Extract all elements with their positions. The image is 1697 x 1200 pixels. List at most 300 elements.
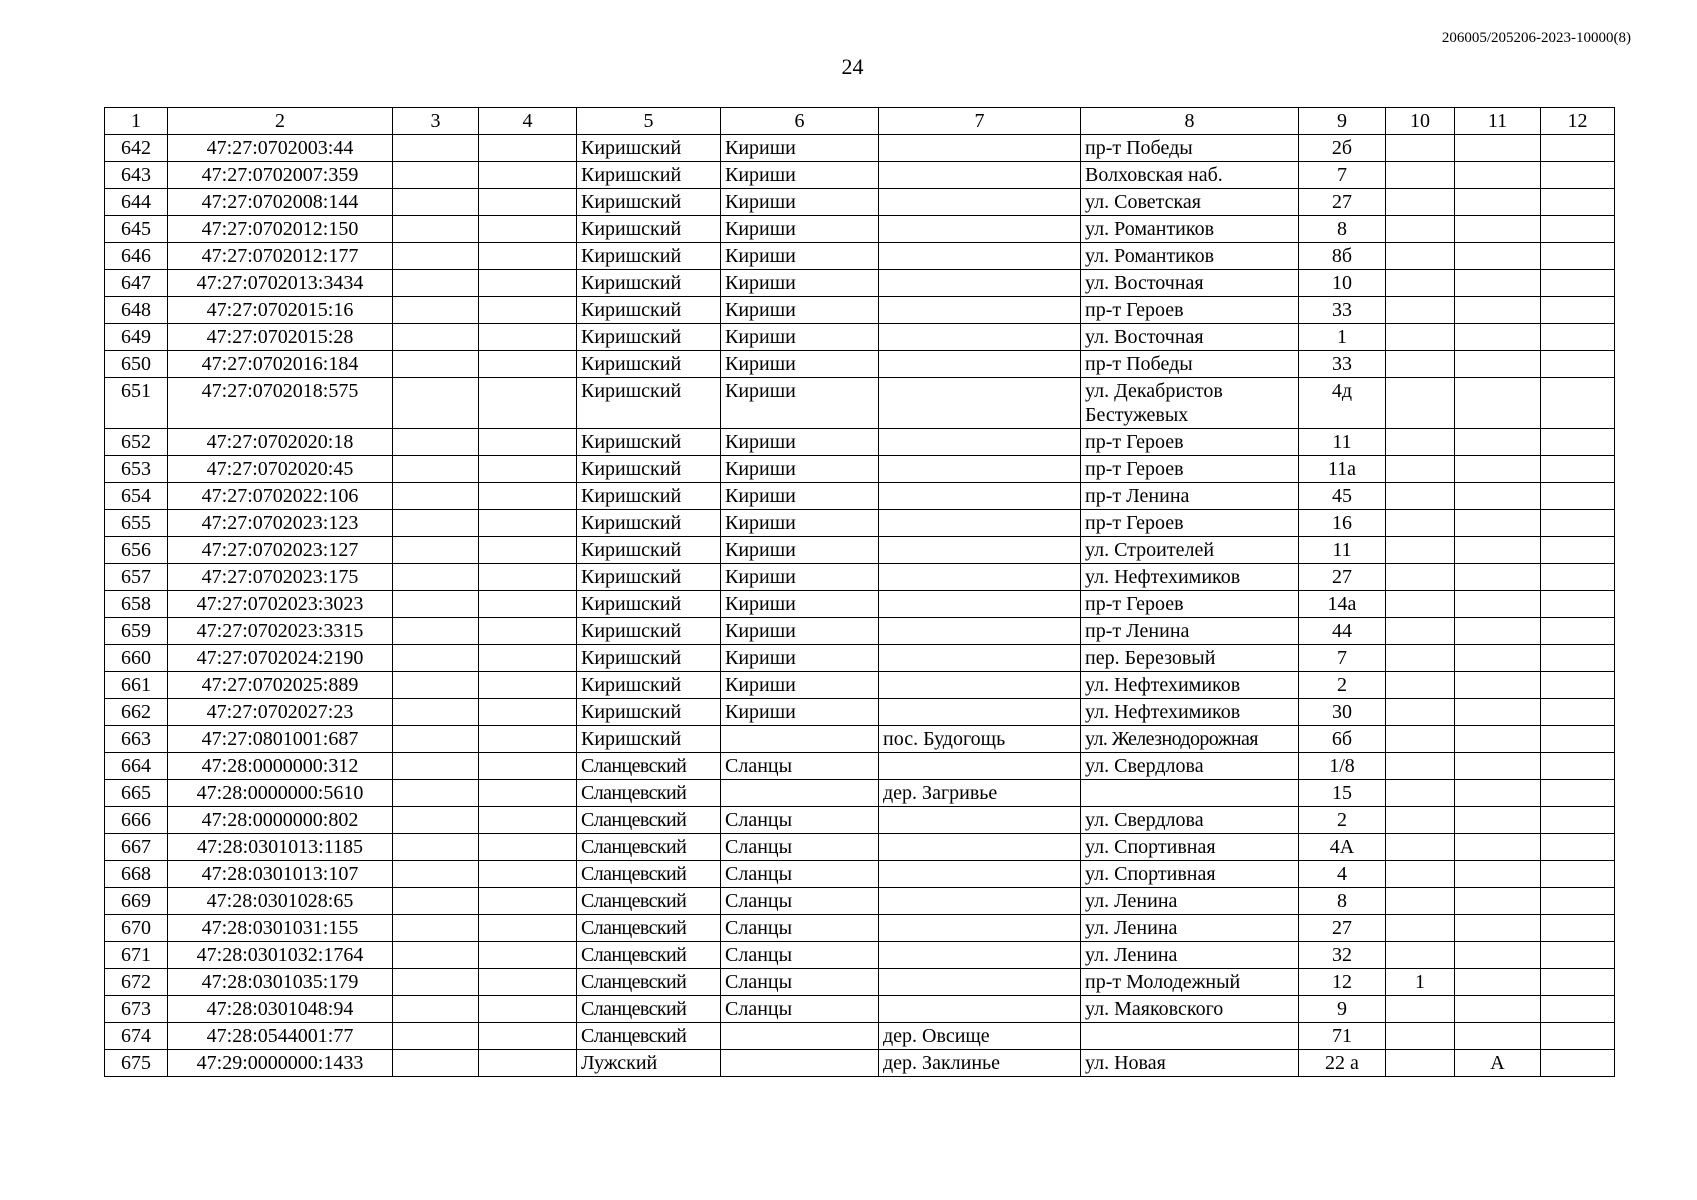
city-cell: Кириши [721,618,879,645]
city-cell: Кириши [721,537,879,564]
col-4-cell [479,672,577,699]
district-cell: Киришский [577,429,721,456]
table-row [105,591,1615,618]
col-11-cell [1455,162,1541,189]
col-11-cell [1455,780,1541,807]
table-row [105,780,1615,807]
house-number-cell: 2 [1299,807,1386,834]
settlement-cell [879,942,1081,969]
col-11-cell [1455,1023,1541,1050]
district-cell: Сланцевский [577,942,721,969]
col-11-cell [1455,378,1541,429]
street-cell: пр-т Молодежный [1081,969,1299,996]
col-11-cell [1455,429,1541,456]
row-number-cell: 662 [105,699,168,726]
row-number-cell: 654 [105,483,168,510]
column-header-3: 3 [393,108,479,135]
cadastral-number-cell: 47:27:0702013:3434 [168,270,393,297]
cadastral-number-cell: 47:27:0702012:177 [168,243,393,270]
cadastral-number-cell: 47:28:0000000:5610 [168,780,393,807]
col-10-cell [1386,672,1455,699]
col-3-cell [393,456,479,483]
column-header-9: 9 [1299,108,1386,135]
cadastral-number-cell: 47:27:0702023:3315 [168,618,393,645]
city-cell: Сланцы [721,996,879,1023]
street-cell: ул. Советская [1081,189,1299,216]
table-row [105,1050,1615,1077]
col-10-cell [1386,1023,1455,1050]
settlement-cell [879,270,1081,297]
col-3-cell [393,1050,479,1077]
col-12-cell [1541,672,1615,699]
col-4-cell [479,726,577,753]
street-cell: ул. Свердлова [1081,807,1299,834]
table-row [105,915,1615,942]
cadastral-number-cell: 47:27:0702023:127 [168,537,393,564]
city-cell: Сланцы [721,807,879,834]
col-4-cell [479,753,577,780]
district-cell: Сланцевский [577,834,721,861]
street-cell: пр-т Победы [1081,135,1299,162]
settlement-cell [879,591,1081,618]
cadastral-number-cell: 47:28:0544001:77 [168,1023,393,1050]
table-row [105,510,1615,537]
table-row [105,888,1615,915]
cadastral-number-cell: 47:27:0702018:575 [168,378,393,429]
settlement-cell [879,915,1081,942]
cadastral-number-cell: 47:27:0702003:44 [168,135,393,162]
col-4-cell [479,378,577,429]
col-11-cell [1455,942,1541,969]
col-3-cell [393,537,479,564]
street-cell [1081,1023,1299,1050]
col-4-cell [479,969,577,996]
cadastral-number-cell: 47:27:0702015:28 [168,324,393,351]
col-10-cell [1386,915,1455,942]
settlement-cell [879,996,1081,1023]
city-cell: Кириши [721,429,879,456]
street-cell: пр-т Героев [1081,456,1299,483]
col-12-cell [1541,834,1615,861]
row-number-cell: 650 [105,351,168,378]
district-cell: Киришский [577,618,721,645]
city-cell: Кириши [721,162,879,189]
col-12-cell [1541,189,1615,216]
table-body [105,135,1615,1077]
col-3-cell [393,378,479,429]
col-3-cell [393,753,479,780]
house-number-cell: 4А [1299,834,1386,861]
house-number-cell: 32 [1299,942,1386,969]
col-11-cell [1455,915,1541,942]
table-row [105,324,1615,351]
col-4-cell [479,564,577,591]
house-number-cell: 11а [1299,456,1386,483]
col-4-cell [479,510,577,537]
col-11-cell [1455,861,1541,888]
street-cell: пр-т Ленина [1081,483,1299,510]
table-row [105,189,1615,216]
table-row [105,297,1615,324]
col-12-cell [1541,324,1615,351]
col-10-cell [1386,297,1455,324]
cadastral-number-cell: 47:27:0702022:106 [168,483,393,510]
settlement-cell: дер. Овсище [879,1023,1081,1050]
district-cell: Сланцевский [577,753,721,780]
col-12-cell [1541,1023,1615,1050]
street-cell: пр-т Героев [1081,510,1299,537]
col-4-cell [479,429,577,456]
cadastral-number-cell: 47:27:0702016:184 [168,351,393,378]
table-row [105,834,1615,861]
district-cell: Киришский [577,135,721,162]
street-cell: ул. Нефтехимиков [1081,564,1299,591]
col-10-cell [1386,456,1455,483]
col-11-cell [1455,618,1541,645]
col-3-cell [393,162,479,189]
settlement-cell [879,456,1081,483]
district-cell: Киришский [577,564,721,591]
street-cell: ул. Нефтехимиков [1081,672,1299,699]
street-cell: ул. Романтиков [1081,243,1299,270]
street-cell: ул. Декабристов Бестужевых [1081,378,1299,429]
col-3-cell [393,645,479,672]
row-number-cell: 653 [105,456,168,483]
col-10-cell [1386,483,1455,510]
col-4-cell [479,351,577,378]
col-12-cell [1541,510,1615,537]
col-11-cell: А [1455,1050,1541,1077]
column-header-10: 10 [1386,108,1455,135]
district-cell: Киришский [577,510,721,537]
street-cell: ул. Восточная [1081,270,1299,297]
row-number-cell: 652 [105,429,168,456]
col-3-cell [393,270,479,297]
house-number-cell: 27 [1299,915,1386,942]
col-12-cell [1541,162,1615,189]
house-number-cell: 9 [1299,996,1386,1023]
col-11-cell [1455,216,1541,243]
house-number-cell: 15 [1299,780,1386,807]
table-row [105,726,1615,753]
settlement-cell [879,324,1081,351]
cadastral-number-cell: 47:27:0702025:889 [168,672,393,699]
col-10-cell [1386,1050,1455,1077]
col-10-cell [1386,216,1455,243]
city-cell: Кириши [721,456,879,483]
col-4-cell [479,324,577,351]
district-cell: Киришский [577,645,721,672]
row-number-cell: 670 [105,915,168,942]
col-12-cell [1541,270,1615,297]
col-3-cell [393,1023,479,1050]
district-cell: Киришский [577,537,721,564]
table-row [105,645,1615,672]
table-row [105,243,1615,270]
street-cell: ул. Ленина [1081,942,1299,969]
city-cell: Кириши [721,510,879,537]
col-10-cell [1386,135,1455,162]
column-header-11: 11 [1455,108,1541,135]
col-3-cell [393,324,479,351]
house-number-cell: 44 [1299,618,1386,645]
col-11-cell [1455,351,1541,378]
col-10-cell [1386,645,1455,672]
col-10-cell [1386,780,1455,807]
col-11-cell [1455,510,1541,537]
row-number-cell: 664 [105,753,168,780]
col-3-cell [393,483,479,510]
district-cell: Киришский [577,297,721,324]
col-12-cell [1541,216,1615,243]
district-cell: Сланцевский [577,888,721,915]
settlement-cell [879,861,1081,888]
row-number-cell: 671 [105,942,168,969]
cadastral-number-cell: 47:29:0000000:1433 [168,1050,393,1077]
col-10-cell [1386,591,1455,618]
city-cell: Кириши [721,297,879,324]
col-4-cell [479,189,577,216]
col-10-cell [1386,537,1455,564]
col-12-cell [1541,618,1615,645]
col-3-cell [393,888,479,915]
col-4-cell [479,243,577,270]
col-3-cell [393,861,479,888]
row-number-cell: 667 [105,834,168,861]
cadastral-number-cell: 47:27:0702008:144 [168,189,393,216]
cadastral-number-cell: 47:27:0702020:45 [168,456,393,483]
col-11-cell [1455,135,1541,162]
house-number-cell: 71 [1299,1023,1386,1050]
district-cell: Киришский [577,672,721,699]
col-10-cell [1386,807,1455,834]
city-cell: Сланцы [721,888,879,915]
col-4-cell [479,942,577,969]
district-cell: Киришский [577,483,721,510]
street-cell: ул. Свердлова [1081,753,1299,780]
col-12-cell [1541,564,1615,591]
house-number-cell: 22 а [1299,1050,1386,1077]
col-12-cell [1541,135,1615,162]
col-11-cell [1455,672,1541,699]
col-12-cell [1541,969,1615,996]
col-12-cell [1541,483,1615,510]
district-cell: Киришский [577,378,721,429]
row-number-cell: 673 [105,996,168,1023]
cadastral-number-cell: 47:27:0702027:23 [168,699,393,726]
col-11-cell [1455,324,1541,351]
col-4-cell [479,135,577,162]
house-number-cell: 8 [1299,888,1386,915]
col-10-cell [1386,162,1455,189]
col-3-cell [393,834,479,861]
street-cell: ул. Ленина [1081,915,1299,942]
col-4-cell [479,834,577,861]
col-10-cell [1386,834,1455,861]
district-cell: Сланцевский [577,807,721,834]
col-3-cell [393,510,479,537]
col-3-cell [393,915,479,942]
settlement-cell [879,969,1081,996]
cadastral-number-cell: 47:28:0301031:155 [168,915,393,942]
col-11-cell [1455,834,1541,861]
col-10-cell [1386,564,1455,591]
col-3-cell [393,591,479,618]
house-number-cell: 33 [1299,297,1386,324]
col-12-cell [1541,807,1615,834]
house-number-cell: 1/8 [1299,753,1386,780]
settlement-cell [879,483,1081,510]
settlement-cell [879,699,1081,726]
house-number-cell: 4 [1299,861,1386,888]
col-12-cell [1541,1050,1615,1077]
settlement-cell [879,243,1081,270]
table-row [105,699,1615,726]
col-4-cell [479,456,577,483]
house-number-cell: 16 [1299,510,1386,537]
cadastral-number-cell: 47:28:0301048:94 [168,996,393,1023]
city-cell: Кириши [721,216,879,243]
district-cell: Лужский [577,1050,721,1077]
col-4-cell [479,618,577,645]
settlement-cell [879,888,1081,915]
city-cell: Кириши [721,243,879,270]
row-number-cell: 674 [105,1023,168,1050]
col-11-cell [1455,591,1541,618]
column-header-2: 2 [168,108,393,135]
district-cell: Киришский [577,591,721,618]
cadastral-number-cell: 47:27:0702020:18 [168,429,393,456]
city-cell: Кириши [721,483,879,510]
settlement-cell: дер. Загривье [879,780,1081,807]
col-10-cell [1386,510,1455,537]
district-cell: Сланцевский [577,780,721,807]
row-number-cell: 669 [105,888,168,915]
district-cell: Сланцевский [577,1023,721,1050]
row-number-cell: 658 [105,591,168,618]
table-row [105,753,1615,780]
col-10-cell [1386,429,1455,456]
col-11-cell [1455,243,1541,270]
street-cell: пр-т Героев [1081,591,1299,618]
city-cell: Кириши [721,135,879,162]
cadastral-number-cell: 47:27:0702023:3023 [168,591,393,618]
row-number-cell: 666 [105,807,168,834]
cadastral-number-cell: 47:28:0000000:802 [168,807,393,834]
settlement-cell [879,429,1081,456]
house-number-cell: 11 [1299,429,1386,456]
col-4-cell [479,996,577,1023]
row-number-cell: 651 [105,378,168,429]
table-row [105,135,1615,162]
city-cell: Кириши [721,672,879,699]
cadastral-number-cell: 47:27:0702012:150 [168,216,393,243]
cadastral-number-cell: 47:28:0301035:179 [168,969,393,996]
col-4-cell [479,216,577,243]
table-row [105,969,1615,996]
col-3-cell [393,189,479,216]
col-12-cell [1541,429,1615,456]
cadastral-number-cell: 47:27:0801001:687 [168,726,393,753]
col-3-cell [393,564,479,591]
street-cell: ул. Спортивная [1081,834,1299,861]
settlement-cell [879,834,1081,861]
street-cell [1081,780,1299,807]
table-row [105,351,1615,378]
column-header-4: 4 [479,108,577,135]
col-11-cell [1455,807,1541,834]
col-4-cell [479,861,577,888]
house-number-cell: 2б [1299,135,1386,162]
city-cell: Сланцы [721,915,879,942]
col-11-cell [1455,726,1541,753]
col-3-cell [393,780,479,807]
street-cell: ул. Ленина [1081,888,1299,915]
column-header-12: 12 [1541,108,1615,135]
col-11-cell [1455,753,1541,780]
col-12-cell [1541,591,1615,618]
street-cell: Волховская наб. [1081,162,1299,189]
street-cell: ул. Новая [1081,1050,1299,1077]
col-12-cell [1541,378,1615,429]
cadastral-number-cell: 47:28:0000000:312 [168,753,393,780]
column-header-1: 1 [105,108,168,135]
column-header-7: 7 [879,108,1081,135]
row-number-cell: 656 [105,537,168,564]
district-cell: Киришский [577,243,721,270]
col-10-cell [1386,378,1455,429]
city-cell [721,726,879,753]
city-cell: Кириши [721,591,879,618]
street-cell: ул. Строителей [1081,537,1299,564]
col-12-cell [1541,996,1615,1023]
city-cell: Кириши [721,645,879,672]
registry-table [104,107,1615,1077]
table-row [105,270,1615,297]
col-10-cell [1386,861,1455,888]
house-number-cell: 12 [1299,969,1386,996]
settlement-cell [879,510,1081,537]
row-number-cell: 675 [105,1050,168,1077]
row-number-cell: 643 [105,162,168,189]
city-cell: Кириши [721,324,879,351]
district-cell: Киришский [577,726,721,753]
cadastral-number-cell: 47:28:0301013:1185 [168,834,393,861]
district-cell: Киришский [577,324,721,351]
district-cell: Киришский [577,456,721,483]
col-4-cell [479,297,577,324]
col-11-cell [1455,297,1541,324]
house-number-cell: 6б [1299,726,1386,753]
settlement-cell [879,537,1081,564]
table-row [105,162,1615,189]
col-11-cell [1455,456,1541,483]
col-11-cell [1455,645,1541,672]
col-12-cell [1541,699,1615,726]
col-12-cell [1541,243,1615,270]
table-row [105,429,1615,456]
col-3-cell [393,135,479,162]
city-cell: Сланцы [721,942,879,969]
table-row [105,456,1615,483]
cadastral-number-cell: 47:28:0301028:65 [168,888,393,915]
col-11-cell [1455,969,1541,996]
cadastral-number-cell: 47:27:0702015:16 [168,297,393,324]
house-number-cell: 7 [1299,645,1386,672]
house-number-cell: 1 [1299,324,1386,351]
street-cell: пр-т Героев [1081,297,1299,324]
house-number-cell: 14а [1299,591,1386,618]
